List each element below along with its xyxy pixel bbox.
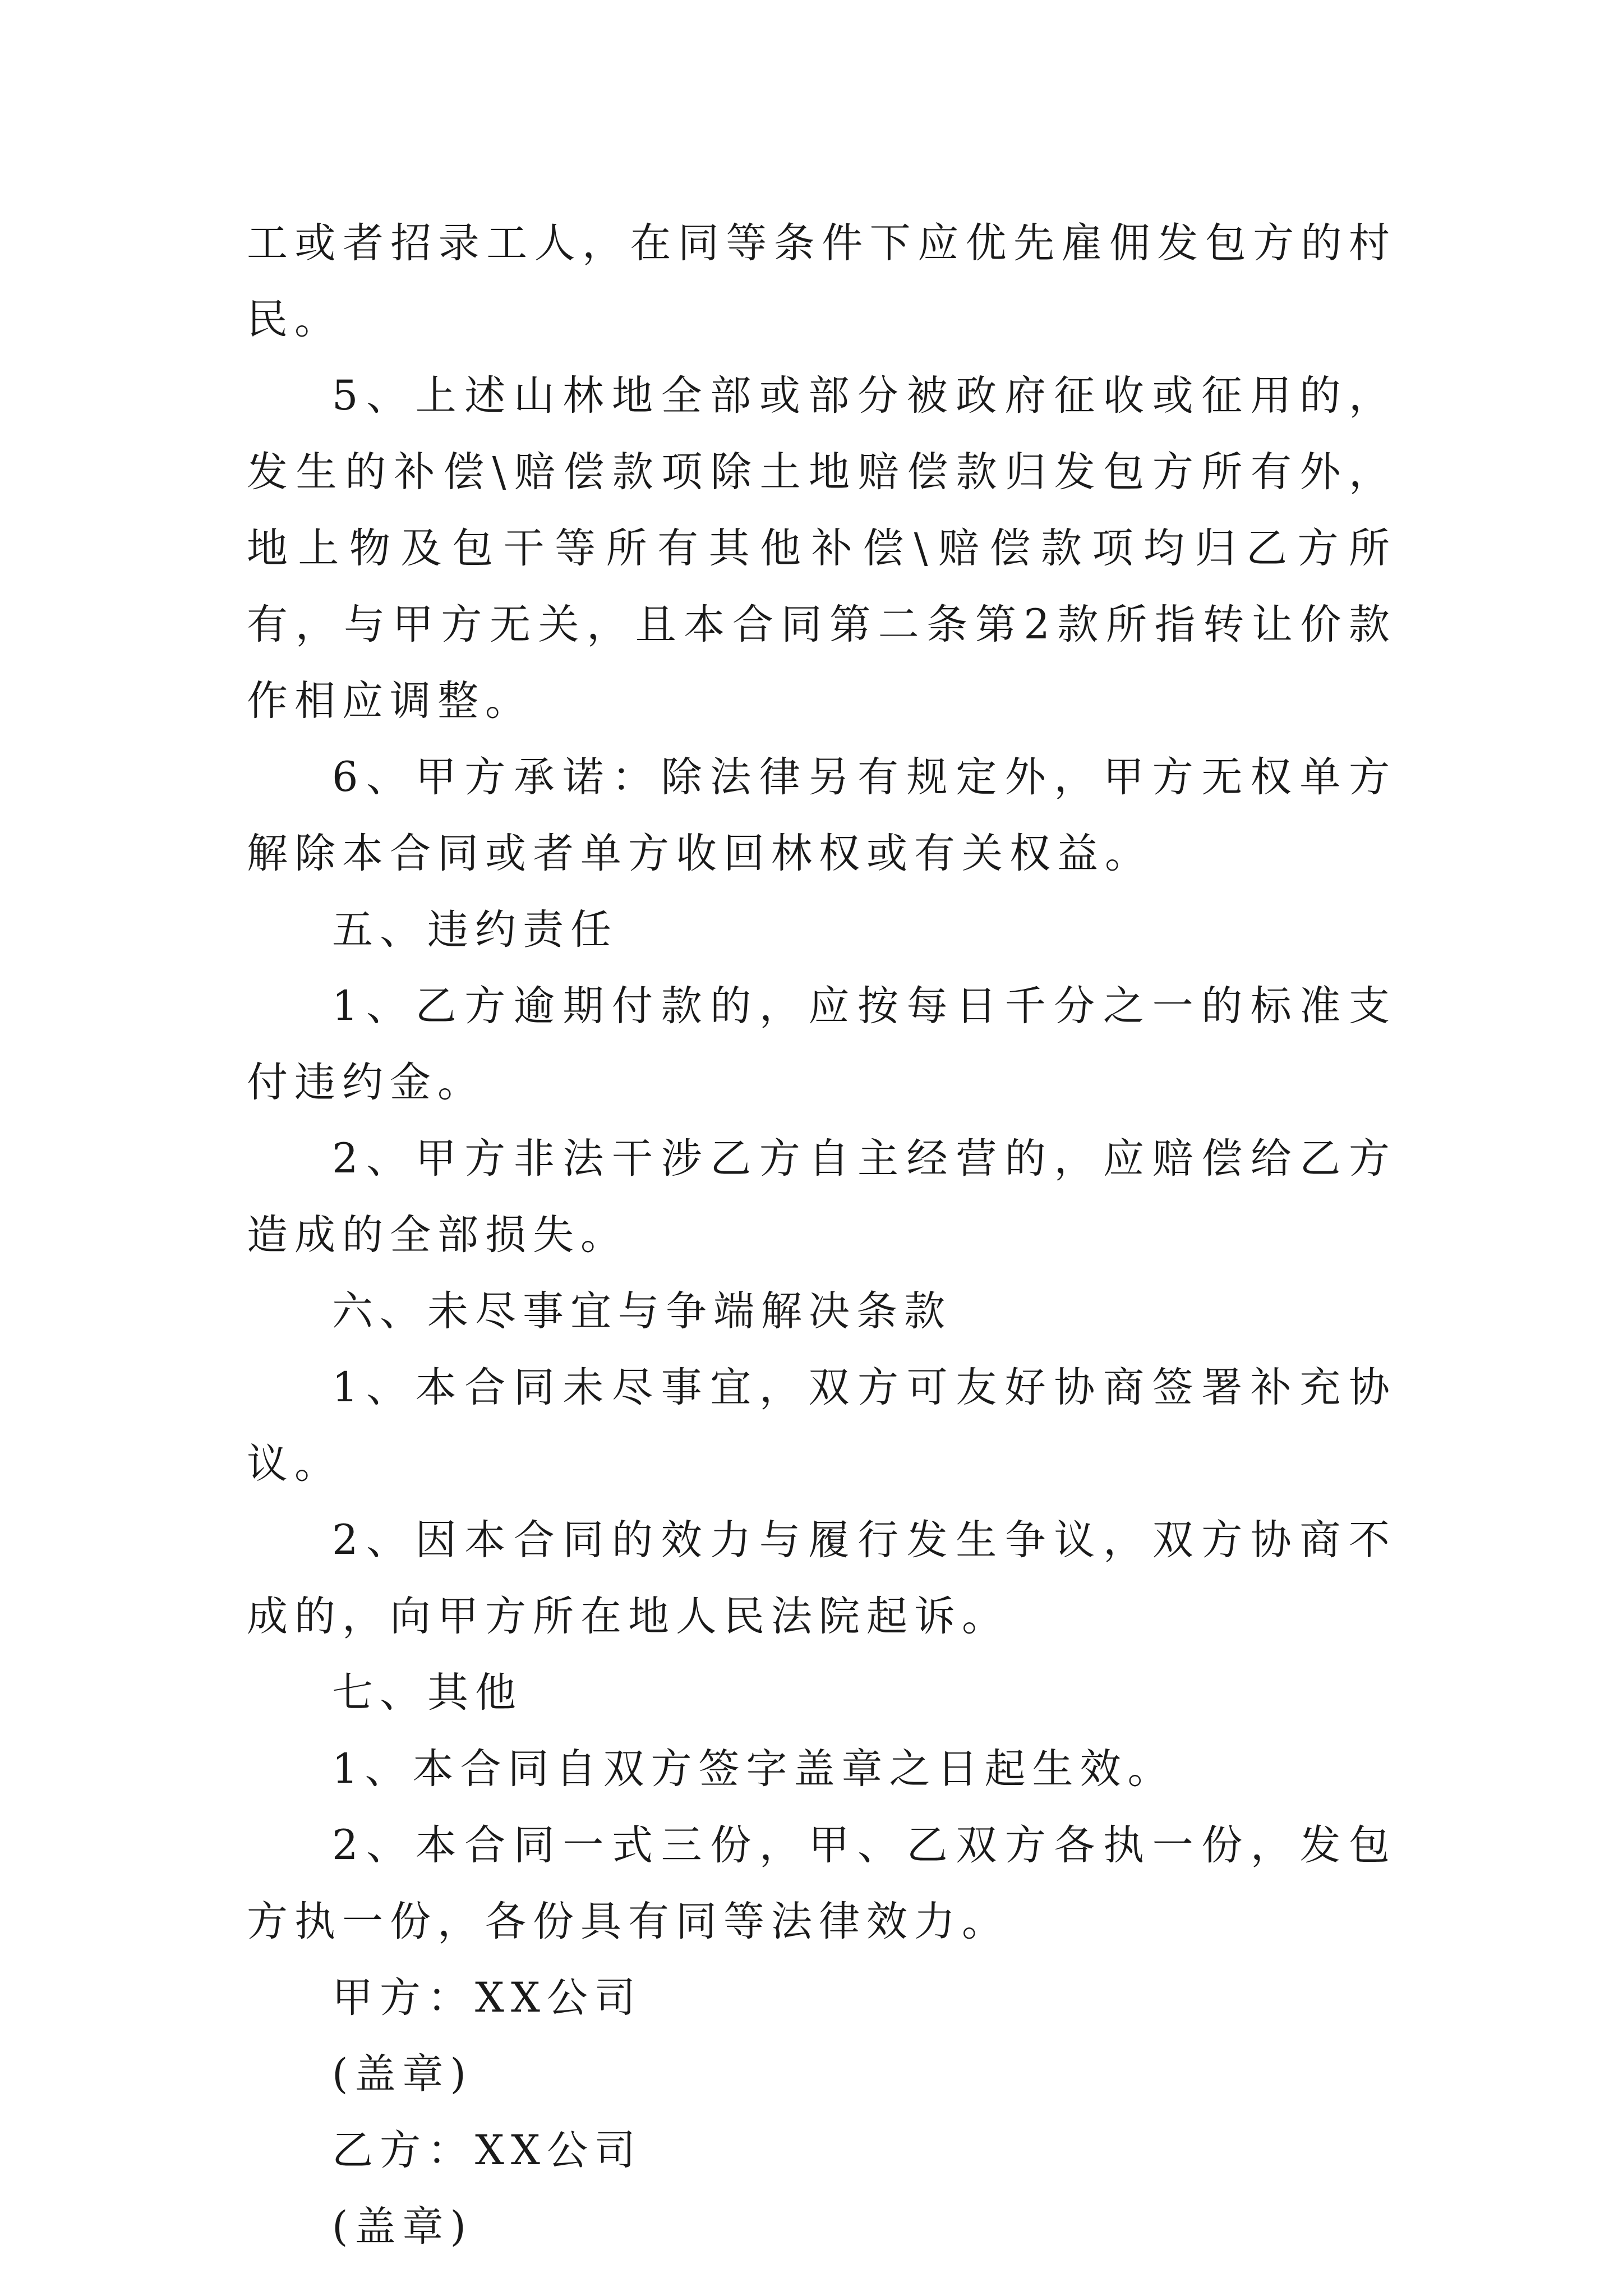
party-a-label: 甲方：XX公司 xyxy=(332,1974,642,2022)
paragraph-disputes-2: 2、因本合同的效力与履行发生争议，双方协商不成的，向甲方所在地人民法院起诉。 xyxy=(247,1516,1396,1640)
paragraph-clause-6-commitment: 6、甲方承诺：除法律另有规定外，甲方无权单方解除本合同或者单方收回林权或有关权益。 xyxy=(247,753,1396,877)
paragraph-disputes-1: 1、本合同未尽事宜，双方可友好协商签署补充协议。 xyxy=(247,1364,1396,1488)
signature-block xyxy=(247,1960,1396,2265)
document-body xyxy=(247,205,1396,2265)
paragraph-breach-2: 2、甲方非法干涉乙方自主经营的，应赔偿给乙方造成的全部损失。 xyxy=(247,1135,1396,1259)
paragraph-other-2: 2、本合同一式三份，甲、乙双方各执一份，发包方执一份，各份具有同等法律效力。 xyxy=(247,1821,1396,1945)
paragraph-hiring-clause: 工或者招录工人，在同等条件下应优先雇佣发包方的村民。 xyxy=(247,219,1396,343)
section-heading-other: 七、其他 xyxy=(332,1669,523,1717)
party-a-seal: (盖章) xyxy=(332,2050,473,2098)
section-heading-breach: 五、违约责任 xyxy=(332,906,618,954)
paragraph-other-1: 1、本合同自双方签字盖章之日起生效。 xyxy=(332,1745,1175,1793)
party-b-label: 乙方：XX公司 xyxy=(332,2127,642,2174)
paragraph-breach-1: 1、乙方逾期付款的，应按每日千分之一的标准支付违约金。 xyxy=(247,982,1396,1106)
section-heading-disputes: 六、未尽事宜与争端解决条款 xyxy=(332,1287,952,1335)
party-b-seal: (盖章) xyxy=(332,2203,473,2251)
paragraph-clause-5-compensation: 5、上述山林地全部或部分被政府征收或征用的，发生的补偿\赔偿款项除土地赔偿款归发包方所有外，地上物及包干等所有其他补偿\赔偿款项均归乙方所有，与甲方无关，且本合同第二条第2款所指转让价款作相应调整。 xyxy=(247,372,1396,725)
